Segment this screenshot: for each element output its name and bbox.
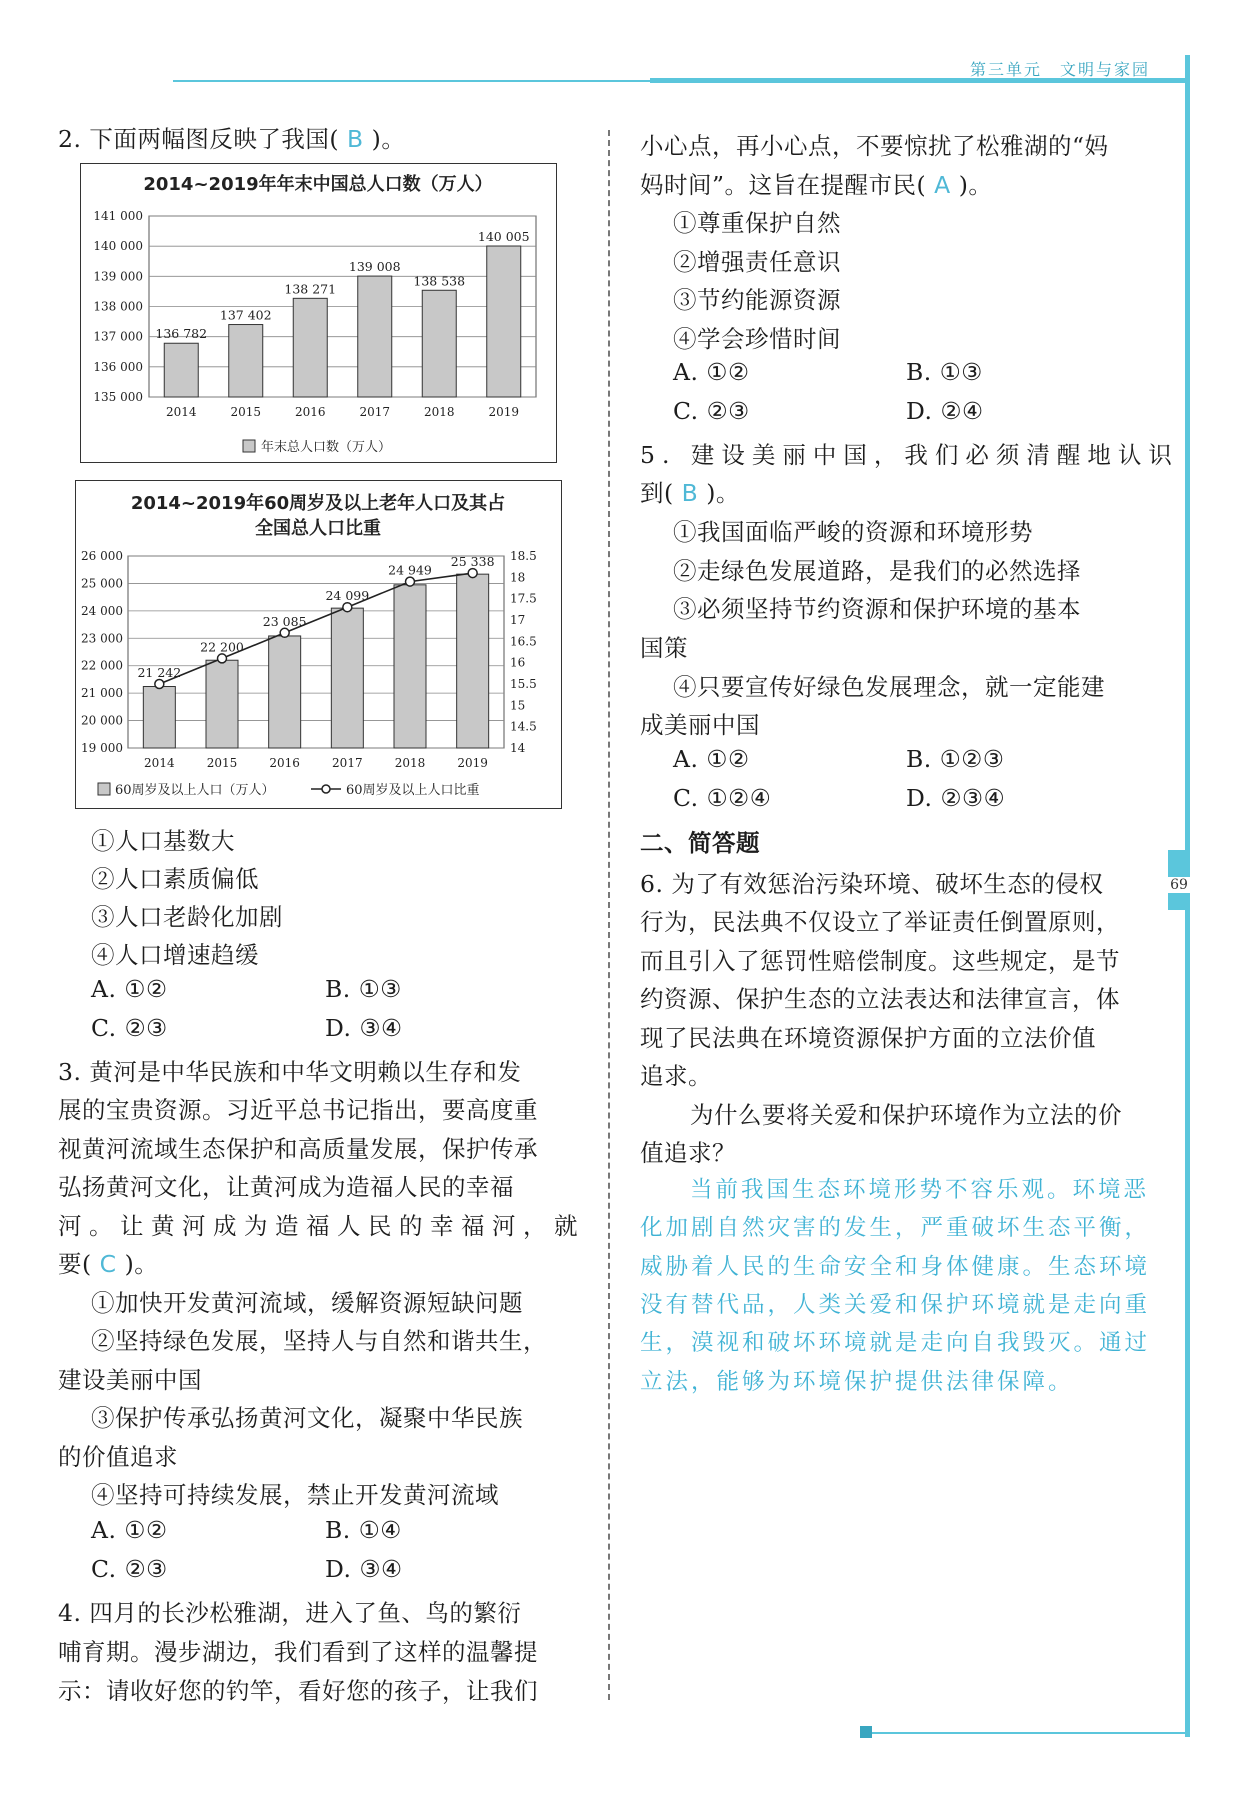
chart1-x-tick: 2016	[294, 405, 326, 419]
q6-line-5: 现了民法典在环境资源保护方面的立法价值	[640, 1024, 1096, 1052]
q4-stem-end: )。	[958, 171, 993, 199]
chart2-title-line2: 全国总人口比重	[255, 518, 381, 539]
q2-option-3: ③人口老龄化加剧	[91, 903, 283, 931]
q3-choice-c[interactable]: C. ②③	[91, 1555, 168, 1583]
chart2-bar	[206, 660, 238, 748]
q5-choice-a[interactable]: A. ①②	[673, 745, 750, 773]
q4-line-3: 示：请收好您的钓竿，看好您的孩子，让我们	[58, 1677, 538, 1705]
chart2-y-left-tick: 19 000	[81, 741, 123, 755]
chart2-y-right-tick: 14	[510, 741, 526, 755]
chart2-legend-line-label: 60周岁及以上人口比重	[346, 783, 480, 798]
q5-option-4: ④只要宣传好绿色发展理念，就一定能建	[673, 673, 1105, 701]
q4-option-1: ①尊重保护自然	[673, 209, 841, 237]
chart1-y-tick: 141 000	[93, 209, 143, 223]
chart1-bar	[422, 290, 456, 397]
chart1-y-tick: 139 000	[93, 269, 143, 284]
chart2-y-right-tick: 16.5	[510, 634, 537, 649]
q3-stem-end: )。	[124, 1250, 159, 1278]
chart2-data-label: 24 099	[325, 588, 370, 604]
chart-elderly-population-svg	[76, 481, 561, 808]
q2-choice-d[interactable]: D. ③④	[325, 1014, 403, 1042]
chart2-ratio-point	[468, 569, 477, 578]
q3-option-3: ③保护传承弘扬黄河文化，凝聚中华民族	[91, 1404, 523, 1432]
chart1-data-label: 138 538	[413, 273, 466, 289]
chart2-data-label: 24 949	[388, 562, 432, 578]
q3-option-2: ②坚持绿色发展，坚持人与自然和谐共生，	[91, 1327, 547, 1355]
chart2-x-tick: 2018	[394, 756, 426, 770]
chart2-x-tick: 2019	[457, 756, 488, 770]
chart1-y-tick: 135 000	[93, 390, 143, 404]
q4-option-4: ④学会珍惜时间	[673, 325, 841, 353]
q5-option-2: ②走绿色发展道路，是我们的必然选择	[673, 557, 1081, 585]
chart2-y-left-tick: 23 000	[81, 631, 123, 646]
chart2-data-label: 21 242	[137, 665, 182, 680]
chart2-y-left-tick: 21 000	[81, 686, 123, 701]
q5-choice-c[interactable]: C. ①②④	[673, 784, 772, 812]
q4-choice-b[interactable]: B. ①③	[906, 358, 983, 386]
q2-choice-a[interactable]: A. ①②	[91, 975, 168, 1003]
q3-line-4: 弘扬黄河文化，让黄河成为造福人民的幸福	[58, 1173, 514, 1201]
q5-answer: B	[681, 479, 699, 507]
chart2-ratio-point	[406, 577, 415, 586]
q2-stem	[58, 120, 405, 154]
q3-line-3: 视黄河流域生态保护和高质量发展，保护传承	[58, 1135, 538, 1163]
q3-line-2: 展的宝贵资源。习近平总书记指出，要高度重	[58, 1096, 538, 1124]
chart2-y-left-tick: 22 000	[81, 658, 123, 673]
chart2-legend-bar-swatch	[98, 783, 110, 795]
chart1-x-tick: 2017	[359, 405, 391, 419]
q3-option-4: ④坚持可持续发展，禁止开发黄河流域	[91, 1481, 499, 1509]
chart2-x-tick: 2015	[206, 756, 238, 770]
q2-answer: B	[347, 125, 364, 153]
chart2-y-right-tick: 15.5	[510, 677, 537, 691]
chart-total-population	[80, 163, 557, 463]
chart1-bar	[293, 298, 327, 397]
q4-line-2: 哺育期。漫步湖边，我们看到了这样的温馨提	[58, 1638, 538, 1666]
q5-stem	[640, 474, 740, 508]
chart1-legend-swatch	[243, 440, 255, 452]
q3-option-1: ①加快开发黄河流域，缓解资源短缺问题	[91, 1289, 523, 1317]
q4-line-4: 小心点，再小心点，不要惊扰了松雅湖的“妈	[640, 132, 1109, 160]
chart2-y-left-tick: 20 000	[81, 713, 123, 728]
chart2-y-right-tick: 15	[510, 698, 526, 713]
q4-option-2: ②增强责任意识	[673, 248, 841, 276]
chart2-bar	[457, 574, 489, 748]
q6-line-6: 追求。	[640, 1062, 712, 1090]
chart2-data-label: 22 200	[200, 639, 244, 655]
footer-square	[860, 1726, 872, 1738]
chart2-y-right-tick: 17	[510, 613, 526, 627]
chart-elderly-population	[75, 480, 562, 809]
chart1-y-tick: 136 000	[93, 359, 143, 374]
section-short-answer-title: 二、简答题	[640, 829, 760, 857]
chart1-x-tick: 2019	[488, 405, 520, 419]
q3-choice-d[interactable]: D. ③④	[325, 1555, 403, 1583]
q2-stem-end: )。	[371, 125, 406, 153]
q4-stem	[640, 166, 992, 200]
q2-choice-c[interactable]: C. ②③	[91, 1014, 168, 1042]
chart1-x-tick: 2015	[230, 405, 262, 419]
q3-choice-b[interactable]: B. ①④	[325, 1516, 402, 1544]
chart2-ratio-point	[280, 628, 289, 637]
chart1-data-label: 140 005	[477, 229, 530, 245]
q3-stem	[58, 1245, 158, 1279]
q5-option-3-cont: 国策	[640, 634, 688, 662]
chart2-ratio-point	[155, 680, 164, 689]
chart2-legend-line-marker	[322, 785, 330, 793]
chart2-bar	[143, 687, 175, 748]
chart1-legend-label: 年末总人口数（万人）	[261, 440, 392, 455]
q4-choice-d[interactable]: D. ②④	[906, 397, 984, 425]
q6-line-4: 约资源、保护生态的立法表达和法律宣言，体	[640, 985, 1120, 1013]
chart1-data-label: 138 271	[284, 281, 337, 297]
q3-answer: C	[99, 1250, 117, 1278]
chart2-y-right-tick: 18.5	[510, 549, 537, 563]
chart2-y-right-tick: 16	[510, 655, 526, 670]
chart2-bar	[269, 636, 301, 748]
q2-option-2: ②人口素质偏低	[91, 865, 259, 893]
chart2-plot-frame	[128, 556, 504, 748]
q3-choice-a[interactable]: A. ①②	[91, 1516, 168, 1544]
q4-stem-text: 妈时间”。这旨在提醒市民(	[640, 171, 927, 199]
footer-rule	[866, 1732, 1185, 1734]
q4-option-3: ③节约能源资源	[673, 286, 841, 314]
chart1-y-tick: 140 000	[93, 239, 143, 254]
q6-answer-line-6: 立法，能够为环境保护提供法律保障。	[640, 1369, 1074, 1395]
q3-line-1: 3. 黄河是中华民族和中华文明赖以生存和发	[58, 1058, 522, 1086]
q4-choice-c[interactable]: C. ②③	[673, 397, 750, 425]
chart1-title: 2014~2019年年末中国总人口数（万人）	[143, 174, 493, 195]
q5-stem-text: 到(	[640, 479, 674, 507]
q2-option-1: ①人口基数大	[91, 827, 235, 855]
q6-answer-line-5: 生，漠视和破坏环境就是走向自我毁灭。通过	[640, 1330, 1151, 1356]
q6-answer-line-3: 威胁着人民的生命安全和身体健康。生态环境	[640, 1254, 1151, 1280]
chart2-x-tick: 2014	[144, 756, 175, 770]
chart2-x-tick: 2016	[269, 756, 300, 770]
chart1-y-tick: 137 000	[93, 329, 143, 344]
chart2-y-right-tick: 14.5	[510, 719, 537, 734]
q5-line-1: 5. 建设美丽中国，我们必须清醒地认识	[640, 441, 1179, 469]
q5-choice-b[interactable]: B. ①②③	[906, 745, 1005, 773]
q3-option-2-cont: 建设美丽中国	[58, 1366, 202, 1394]
q4-choice-a[interactable]: A. ①②	[673, 358, 750, 386]
chart2-y-left-tick: 26 000	[81, 549, 123, 563]
chart1-bar	[229, 325, 263, 397]
chart1-data-label: 137 402	[219, 307, 272, 323]
chart2-y-right-tick: 18	[510, 570, 526, 585]
chart2-ratio-point	[343, 603, 352, 612]
chart1-y-tick: 138 000	[93, 299, 143, 314]
chart2-x-tick: 2017	[332, 756, 363, 770]
q6-question-1: 为什么要将关爱和保护环境作为立法的价	[690, 1101, 1122, 1129]
q2-choice-b[interactable]: B. ①③	[325, 975, 402, 1003]
q5-stem-end: )。	[706, 479, 740, 507]
chart2-title-line1: 2014~2019年60周岁及以上老年人口及其占	[130, 493, 506, 514]
chart1-data-label: 139 008	[348, 259, 401, 275]
unit-title: 第三单元 文明与家园	[970, 60, 1151, 79]
q5-option-3: ③必须坚持节约资源和保护环境的基本	[673, 595, 1081, 623]
chart2-bar	[331, 608, 363, 748]
chart1-data-label: 136 782	[155, 326, 208, 342]
q3-stem-text: 要(	[58, 1250, 92, 1278]
q6-answer-line-2: 化加剧自然灾害的发生，严重破坏生态平衡，	[640, 1215, 1151, 1241]
q5-option-4-cont: 成美丽中国	[640, 711, 760, 739]
q4-answer: A	[934, 171, 951, 199]
chart1-bar	[358, 276, 392, 397]
chart1-bar	[164, 343, 198, 397]
chart1-bar	[487, 246, 521, 397]
q6-question-2: 值追求？	[640, 1139, 736, 1167]
page-number: 69	[1166, 877, 1192, 893]
chart-total-population-svg	[81, 164, 556, 462]
chart1-x-tick: 2018	[423, 405, 455, 419]
chart2-data-label: 25 338	[450, 554, 495, 570]
q6-line-2: 行为，民法典不仅设立了举证责任倒置原则，	[640, 908, 1120, 936]
q6-answer-line-4: 没有替代品，人类关爱和保护环境就是走向重	[640, 1292, 1151, 1318]
q6-line-3: 而且引入了惩罚性赔偿制度。这些规定，是节	[640, 947, 1120, 975]
chart2-y-right-tick: 17.5	[510, 591, 537, 606]
q4-line-1: 4. 四月的长沙松雅湖，进入了鱼、鸟的繁衍	[58, 1599, 522, 1627]
chart2-bar	[394, 585, 426, 748]
q3-option-3-cont: 的价值追求	[58, 1443, 178, 1471]
q2-stem-text: 2. 下面两幅图反映了我国(	[58, 125, 340, 153]
q6-line-1: 6. 为了有效惩治污染环境、破坏生态的侵权	[640, 870, 1104, 898]
chart2-y-left-tick: 25 000	[81, 576, 123, 591]
chart2-data-label: 23 085	[262, 613, 307, 629]
chart2-y-left-tick: 24 000	[81, 603, 123, 618]
q3-line-5: 河。让黄河成为造福人民的幸福河，就	[58, 1212, 585, 1240]
q5-choice-d[interactable]: D. ②③④	[906, 784, 1006, 812]
chart2-legend-bar-label: 60周岁及以上人口（万人）	[115, 783, 275, 798]
chart1-x-tick: 2014	[165, 405, 197, 419]
q6-answer-line-1: 当前我国生态环境形势不容乐观。环境恶	[690, 1177, 1150, 1203]
q2-option-4: ④人口增速趋缓	[91, 941, 259, 969]
q5-option-1: ①我国面临严峻的资源和环境形势	[673, 518, 1033, 546]
chart2-ratio-point	[218, 654, 227, 663]
column-divider	[608, 130, 610, 1700]
